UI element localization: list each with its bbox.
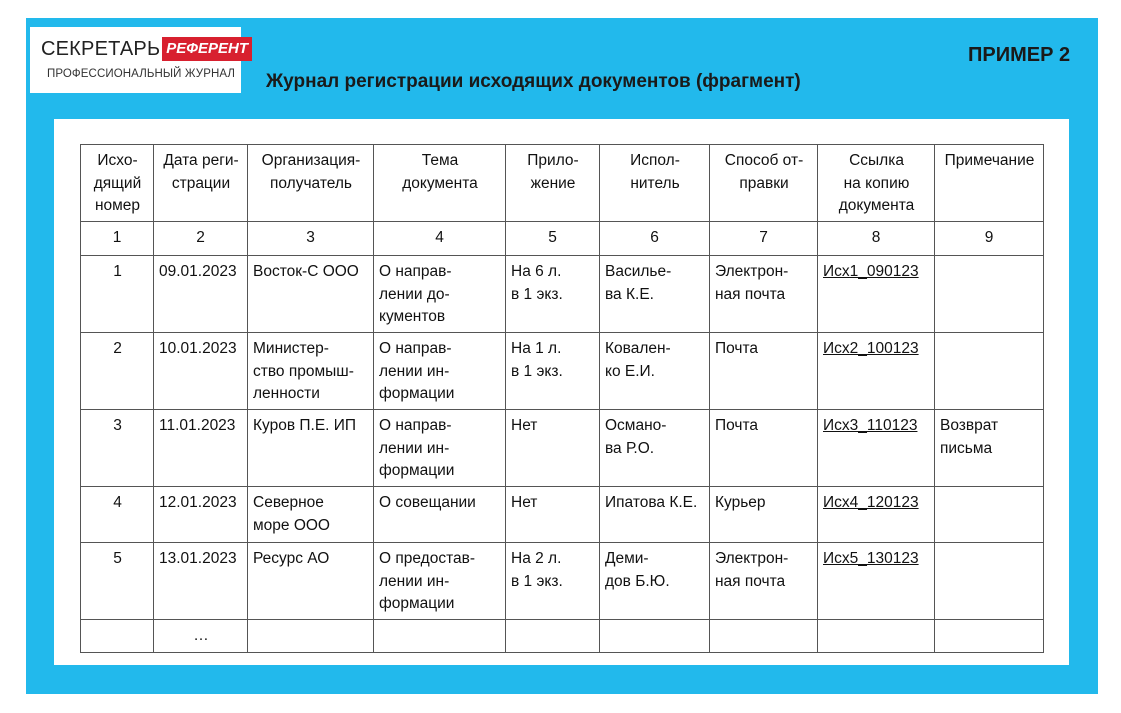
cell-date: 12.01.2023 — [154, 487, 248, 543]
cell-subject: О предостав- лении ин- формации — [374, 543, 506, 620]
document-copy-link[interactable]: Исх3_110123 — [818, 410, 935, 487]
header-copy-link: Ссылка на копию документа — [818, 145, 935, 222]
cell-subject: О направ- лении ин- формации — [374, 410, 506, 487]
empty-cell — [818, 620, 935, 653]
empty-cell — [935, 620, 1044, 653]
cell-organization: Восток-С ООО — [248, 256, 374, 333]
cell-number: 2 — [81, 333, 154, 410]
cell-executor: Деми- дов Б.Ю. — [600, 543, 710, 620]
column-number: 8 — [818, 222, 935, 256]
cell-subject: О направ- лении до- кументов — [374, 256, 506, 333]
header-registration-date: Дата реги- страции — [154, 145, 248, 222]
cell-note: Возврат письма — [935, 410, 1044, 487]
cell-delivery: Почта — [710, 333, 818, 410]
column-number: 3 — [248, 222, 374, 256]
column-number: 2 — [154, 222, 248, 256]
header-note: Примечание — [935, 145, 1044, 222]
cell-organization: Ресурс АО — [248, 543, 374, 620]
example-label: ПРИМЕР 2 — [968, 44, 1071, 66]
logo-subtitle: ПРОФЕССИОНАЛЬНЫЙ ЖУРНАЛ — [47, 68, 236, 80]
document-copy-link[interactable]: Исх2_100123 — [818, 333, 935, 410]
cell-number: 1 — [81, 256, 154, 333]
cell-number: 5 — [81, 543, 154, 620]
empty-cell — [506, 620, 600, 653]
empty-cell — [374, 620, 506, 653]
cell-date: 10.01.2023 — [154, 333, 248, 410]
column-number: 6 — [600, 222, 710, 256]
cell-note — [935, 256, 1044, 333]
cell-date: 11.01.2023 — [154, 410, 248, 487]
table-row — [81, 543, 1044, 620]
header-delivery-method: Способ от- правки — [710, 145, 818, 222]
outgoing-documents-log-table — [80, 144, 1044, 653]
cell-note — [935, 543, 1044, 620]
cell-attachment: На 2 л. в 1 экз. — [506, 543, 600, 620]
cell-attachment: На 1 л. в 1 экз. — [506, 333, 600, 410]
document-copy-link[interactable]: Исх4_120123 — [818, 487, 935, 543]
logo-word-sekretar: СЕКРЕТАРЬ — [41, 38, 161, 60]
empty-cell — [600, 620, 710, 653]
cell-organization: Министер- ство промыш- ленности — [248, 333, 374, 410]
cell-delivery: Электрон- ная почта — [710, 256, 818, 333]
empty-cell — [81, 620, 154, 653]
header-recipient-organization: Организация- получатель — [248, 145, 374, 222]
logo-word-referent: РЕФЕРЕНТ — [162, 37, 252, 61]
cell-executor: Ипатова К.Е. — [600, 487, 710, 543]
header-document-subject: Тема документа — [374, 145, 506, 222]
document-title: Журнал регистрации исходящих документов (фрагмент) — [266, 71, 801, 92]
ellipsis-row — [81, 620, 1044, 653]
cell-organization: Северное море ООО — [248, 487, 374, 543]
cell-attachment: Нет — [506, 410, 600, 487]
cell-delivery: Почта — [710, 410, 818, 487]
cell-delivery: Электрон- ная почта — [710, 543, 818, 620]
document-copy-link[interactable]: Исх5_130123 — [818, 543, 935, 620]
header-attachment: Прило- жение — [506, 145, 600, 222]
cell-delivery: Курьер — [710, 487, 818, 543]
cell-date: 09.01.2023 — [154, 256, 248, 333]
cell-executor: Ковален- ко Е.И. — [600, 333, 710, 410]
cell-subject: О совещании — [374, 487, 506, 543]
empty-cell — [248, 620, 374, 653]
magazine-logo — [30, 27, 249, 93]
cell-number: 4 — [81, 487, 154, 543]
cell-note — [935, 333, 1044, 410]
cell-executor: Васильe- ва К.Е. — [600, 256, 710, 333]
cell-number: 3 — [81, 410, 154, 487]
table-row — [81, 256, 1044, 333]
header-executor: Испол- нитель — [600, 145, 710, 222]
cell-attachment: Нет — [506, 487, 600, 543]
table-row — [81, 410, 1044, 487]
header-row — [81, 145, 1044, 222]
column-number: 5 — [506, 222, 600, 256]
header-outgoing-number: Исхо- дящий номер — [81, 145, 154, 222]
column-number: 9 — [935, 222, 1044, 256]
cell-attachment: На 6 л. в 1 экз. — [506, 256, 600, 333]
document-copy-link[interactable]: Исх1_090123 — [818, 256, 935, 333]
empty-cell — [710, 620, 818, 653]
cell-note — [935, 487, 1044, 543]
column-number-row — [81, 222, 1044, 256]
column-number: 7 — [710, 222, 818, 256]
cell-date: 13.01.2023 — [154, 543, 248, 620]
ellipsis-text: … — [154, 620, 248, 653]
column-number: 4 — [374, 222, 506, 256]
cell-subject: О направ- лении ин- формации — [374, 333, 506, 410]
cell-executor: Османо- ва Р.О. — [600, 410, 710, 487]
table-row — [81, 333, 1044, 410]
column-number: 1 — [81, 222, 154, 256]
table-row — [81, 487, 1044, 543]
cell-organization: Куров П.Е. ИП — [248, 410, 374, 487]
